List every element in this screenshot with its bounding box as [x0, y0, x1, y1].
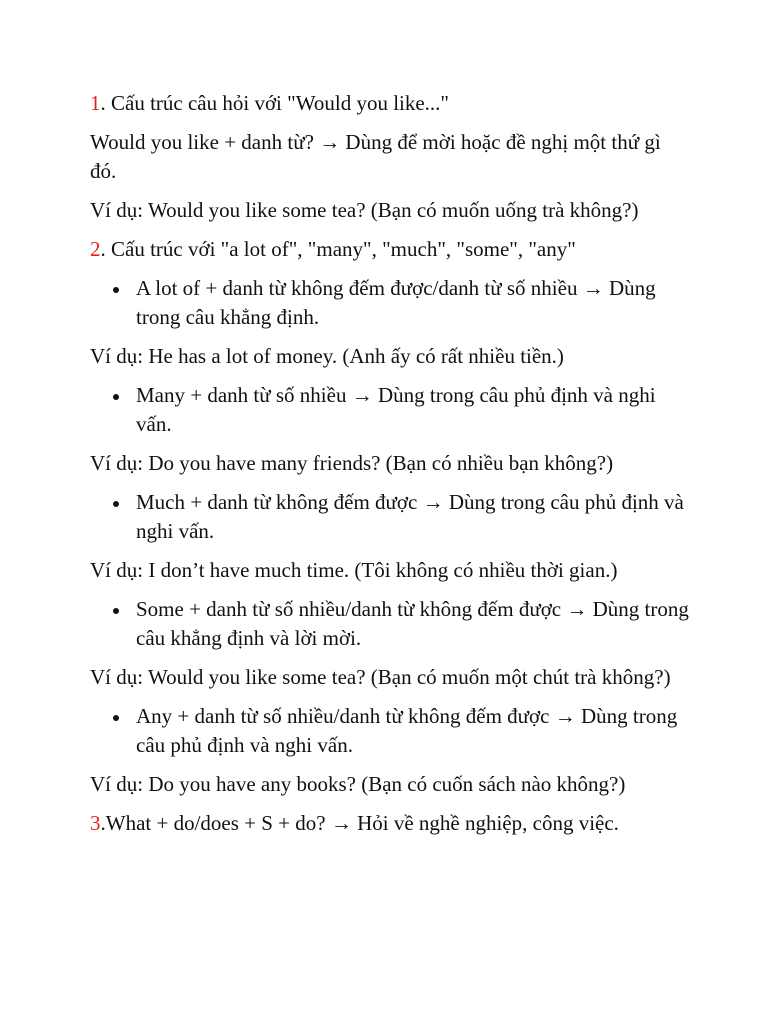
section-number: 1 — [90, 91, 101, 115]
bullet-icon — [113, 287, 119, 293]
paragraph-would-you-like: Would you like + danh từ? → Dùng để mời hoặc đề nghị một thứ gì đó. — [90, 130, 661, 183]
section-number: 3 — [90, 811, 101, 835]
bullet-icon — [113, 608, 119, 614]
list-item-many — [90, 381, 690, 439]
example-much: Ví dụ: I don’t have much time. (Tôi không có nhiều thời gian.) — [90, 558, 618, 582]
list-item-text: A lot of + danh từ không đếm được/danh từ số nhiều → Dùng trong câu khẳng định. — [136, 276, 656, 329]
bullet-icon — [113, 394, 119, 400]
bullet-icon — [113, 715, 119, 721]
section-heading-2 — [90, 235, 690, 264]
section-title: . Cấu trúc với "a lot of", "many", "much", "some", "any" — [100, 237, 576, 261]
section-title: . Cấu trúc câu hỏi với "Would you like..." — [100, 91, 449, 115]
section-number: 2 — [90, 237, 101, 261]
section-title: .What + do/does + S + do? → Hỏi về nghề nghiệp, công việc. — [100, 811, 619, 835]
document-body — [90, 89, 690, 848]
section-heading-1 — [90, 89, 690, 118]
example-tea: Ví dụ: Would you like some tea? (Bạn có muốn uống trà không?) — [90, 198, 639, 222]
list-item-text: Any + danh từ số nhiều/danh từ không đếm được → Dùng trong câu phủ định và nghi vấn. — [136, 704, 678, 757]
list-item-text: Some + danh từ số nhiều/danh từ không đếm được → Dùng trong câu khẳng định và lời mời. — [136, 597, 689, 650]
example-any: Ví dụ: Do you have any books? (Bạn có cuốn sách nào không?) — [90, 772, 626, 796]
list-item-a-lot-of — [90, 274, 690, 332]
list-item-much — [90, 488, 690, 546]
list-item-any — [90, 702, 690, 760]
bullet-icon — [113, 501, 119, 507]
list-item-some — [90, 595, 690, 653]
list-item-text: Many + danh từ số nhiều → Dùng trong câu phủ định và nghi vấn. — [136, 383, 656, 436]
example-a-lot-of: Ví dụ: He has a lot of money. (Anh ấy có rất nhiều tiền.) — [90, 344, 564, 368]
list-item-text: Much + danh từ không đếm được → Dùng trong câu phủ định và nghi vấn. — [136, 490, 684, 543]
section-heading-3 — [90, 809, 690, 838]
example-some: Ví dụ: Would you like some tea? (Bạn có muốn một chút trà không?) — [90, 665, 671, 689]
example-many: Ví dụ: Do you have many friends? (Bạn có nhiều bạn không?) — [90, 451, 614, 475]
